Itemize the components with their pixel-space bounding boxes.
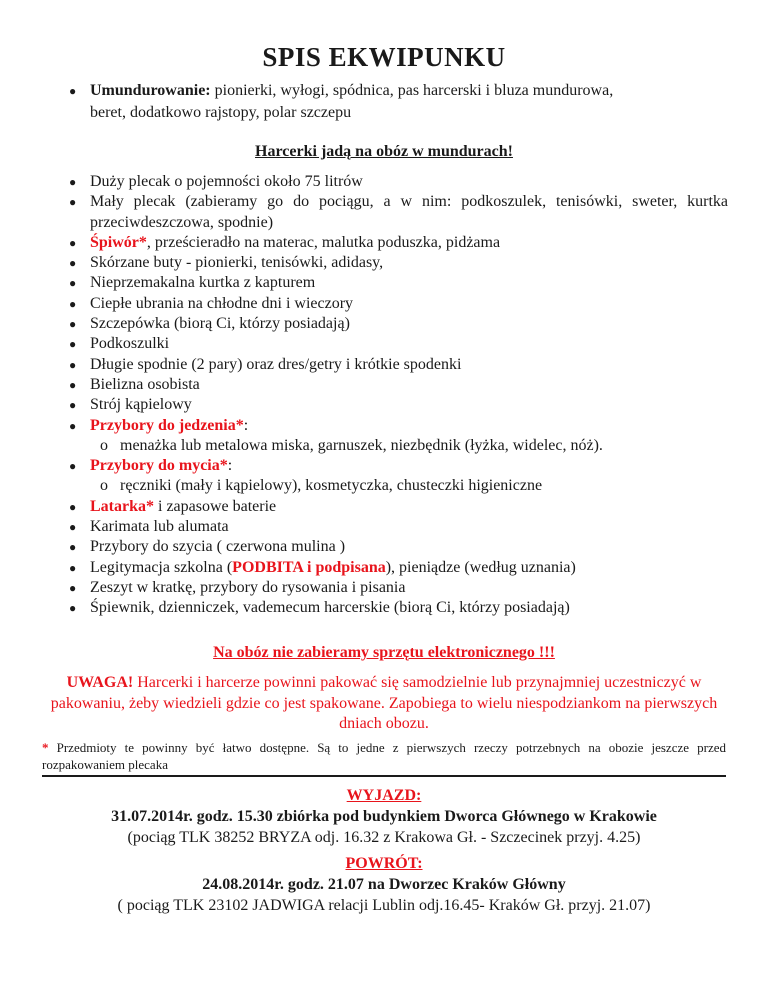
- item-text: Legitymacja szkolna (: [90, 558, 233, 576]
- item-text: Nieprzemakalna kurtka z kapturem: [90, 274, 316, 292]
- item-text: :: [227, 457, 233, 475]
- departure-train: (pociąg TLK 38252 BRYZA odj. 16.32 z Krakowa Gł. - Szczecinek przyj. 4.25): [127, 829, 641, 846]
- bullet-icon: ●: [69, 459, 77, 474]
- bullet-icon: ●: [69, 499, 77, 514]
- return-heading: POWRÓT:: [345, 855, 423, 872]
- uniform-list: [60, 80, 700, 124]
- list-item: [60, 558, 728, 578]
- item-text: , prześcieradło na materac, malutka poduszka, pidżama: [146, 233, 501, 251]
- list-item: [60, 375, 728, 395]
- uniform-note: Harcerki jadą na obóz w mundurach!: [255, 143, 513, 160]
- list-item: [60, 273, 728, 293]
- return-train: ( pociąg TLK 23102 JADWIGA relacji Lublin odj.16.45- Kraków Gł. przyj. 21.07): [117, 897, 651, 914]
- uniform-label: Umundurowanie:: [90, 82, 211, 99]
- item-highlight: Latarka*: [90, 497, 154, 515]
- item-text: Szczepówka (biorą Ci, którzy posiadają): [90, 315, 350, 333]
- bullet-icon: ●: [69, 84, 77, 98]
- bullet-icon: ●: [69, 560, 77, 575]
- bullet-icon: ●: [69, 276, 77, 291]
- item-text: Zeszyt w kratkę, przybory do rysowania i pisania: [90, 578, 406, 596]
- footnote-star: *: [42, 740, 49, 755]
- item-text: Skórzane buty - pionierki, tenisówki, adidasy,: [90, 254, 384, 272]
- bullet-icon: ●: [69, 256, 77, 271]
- item-text: Strój kąpielowy: [90, 396, 192, 414]
- departure-section: [0, 785, 768, 848]
- bullet-icon: ●: [69, 357, 77, 372]
- list-item: [60, 314, 728, 334]
- no-electronics-notice: Na obóz nie zabieramy sprzętu elektronicznego !!!: [213, 644, 555, 661]
- bullet-icon: ●: [69, 398, 77, 413]
- bullet-icon: ●: [69, 520, 77, 535]
- item-text: :: [243, 416, 249, 434]
- item-highlight: Śpiwór*: [90, 233, 147, 251]
- footnote: [42, 739, 726, 773]
- sub-list-item: [60, 476, 728, 496]
- sub-bullet-icon: o: [100, 477, 108, 495]
- return-section: [0, 853, 768, 916]
- item-text: Karimata lub alumata: [90, 518, 229, 536]
- item-text: i zapasowe baterie: [154, 497, 277, 515]
- list-item: [60, 192, 728, 233]
- item-highlight: Przybory do mycia*: [90, 457, 228, 475]
- item-text: ręczniki (mały i kąpielowy), kosmetyczka, chusteczki higieniczne: [120, 477, 543, 495]
- bullet-icon: ●: [69, 317, 77, 332]
- bullet-icon: ●: [69, 377, 77, 392]
- item-text: Ciepłe ubrania na chłodne dni i wieczory: [90, 294, 354, 312]
- bullet-icon: ●: [69, 601, 77, 616]
- departure-main: 31.07.2014r. godz. 15.30 zbiórka pod budynkiem Dworca Głównego w Krakowie: [111, 808, 657, 825]
- item-text: Długie spodnie (2 pary) oraz dres/getry i krótkie spodenki: [90, 355, 462, 373]
- bullet-icon: ●: [69, 580, 77, 595]
- page-title: SPIS EKWIPUNKU: [262, 42, 506, 72]
- bullet-icon: ●: [69, 418, 77, 433]
- warning-paragraph: [42, 673, 726, 735]
- list-item: [60, 233, 728, 253]
- list-item: [60, 517, 728, 537]
- bullet-icon: ●: [69, 175, 77, 189]
- list-item: [60, 355, 728, 375]
- item-text: Bielizna osobista: [90, 375, 200, 393]
- item-text: Podkoszulki: [90, 335, 170, 353]
- item-text: Śpiewnik, dzienniczek, vademecum harcerskie (biorą Ci, którzy posiadają): [90, 599, 570, 617]
- sub-bullet-icon: o: [100, 436, 108, 454]
- list-item: [60, 497, 728, 517]
- list-item-uniform: [60, 80, 700, 124]
- equipment-list: [60, 172, 728, 619]
- item-text: Przybory do szycia ( czerwona mulina ): [90, 538, 346, 556]
- return-main: 24.08.2014r. godz. 21.07 na Dworzec Kraków Główny: [202, 876, 566, 893]
- list-item: [60, 294, 728, 314]
- list-item: [60, 578, 728, 598]
- divider: [42, 775, 726, 777]
- footnote-text: Przedmioty te powinny być łatwo dostępne. Są to jedne z pierwszych rzeczy potrzebnych na obozie jeszcze przed rozpakowaniem plecaka: [42, 740, 726, 772]
- item-text: Mały plecak (zabieramy go do pociągu, a w nim: podkoszulek, tenisówki, sweter, kurtka przeciwdeszczowa, spodnie): [90, 193, 728, 231]
- warning-label: UWAGA!: [66, 674, 134, 691]
- item-text: Duży plecak o pojemności około 75 litrów: [90, 173, 363, 190]
- list-item: [60, 598, 728, 618]
- sub-list-item: [60, 436, 728, 456]
- list-item: [60, 537, 728, 557]
- list-item: [60, 334, 728, 354]
- bullet-icon: ●: [69, 296, 77, 311]
- bullet-icon: ●: [69, 540, 77, 555]
- list-item: [60, 253, 728, 273]
- bullet-icon: ●: [69, 235, 77, 250]
- item-highlight: Przybory do jedzenia*: [90, 416, 244, 434]
- list-item: [60, 395, 728, 415]
- item-highlight: PODBITA i podpisana: [232, 558, 386, 576]
- item-text: ), pieniądze (według uznania): [385, 558, 576, 576]
- uniform-text-line2: beret, dodatkowo rajstopy, polar szczepu: [90, 104, 352, 121]
- item-text: menażka lub metalowa miska, garnuszek, niezbędnik (łyżka, widelec, nóż).: [120, 436, 603, 454]
- bullet-icon: ●: [69, 337, 77, 352]
- warning-text: Harcerki i harcerze powinni pakować się samodzielnie lub przynajmniej uczestniczyć w pakowaniu, żeby wiedzieli gdzie co jest spakowane. Zapobiega to wielu niespodziankom na pierwszych dniach obozu.: [50, 674, 718, 732]
- uniform-text-line1: pionierki, wyłogi, spódnica, pas harcerski i bluza mundurowa,: [210, 82, 614, 99]
- departure-heading: WYJAZD:: [346, 787, 422, 804]
- list-item: [60, 172, 728, 192]
- bullet-icon: ●: [69, 195, 77, 210]
- list-item: [60, 456, 728, 476]
- list-item: [60, 416, 728, 436]
